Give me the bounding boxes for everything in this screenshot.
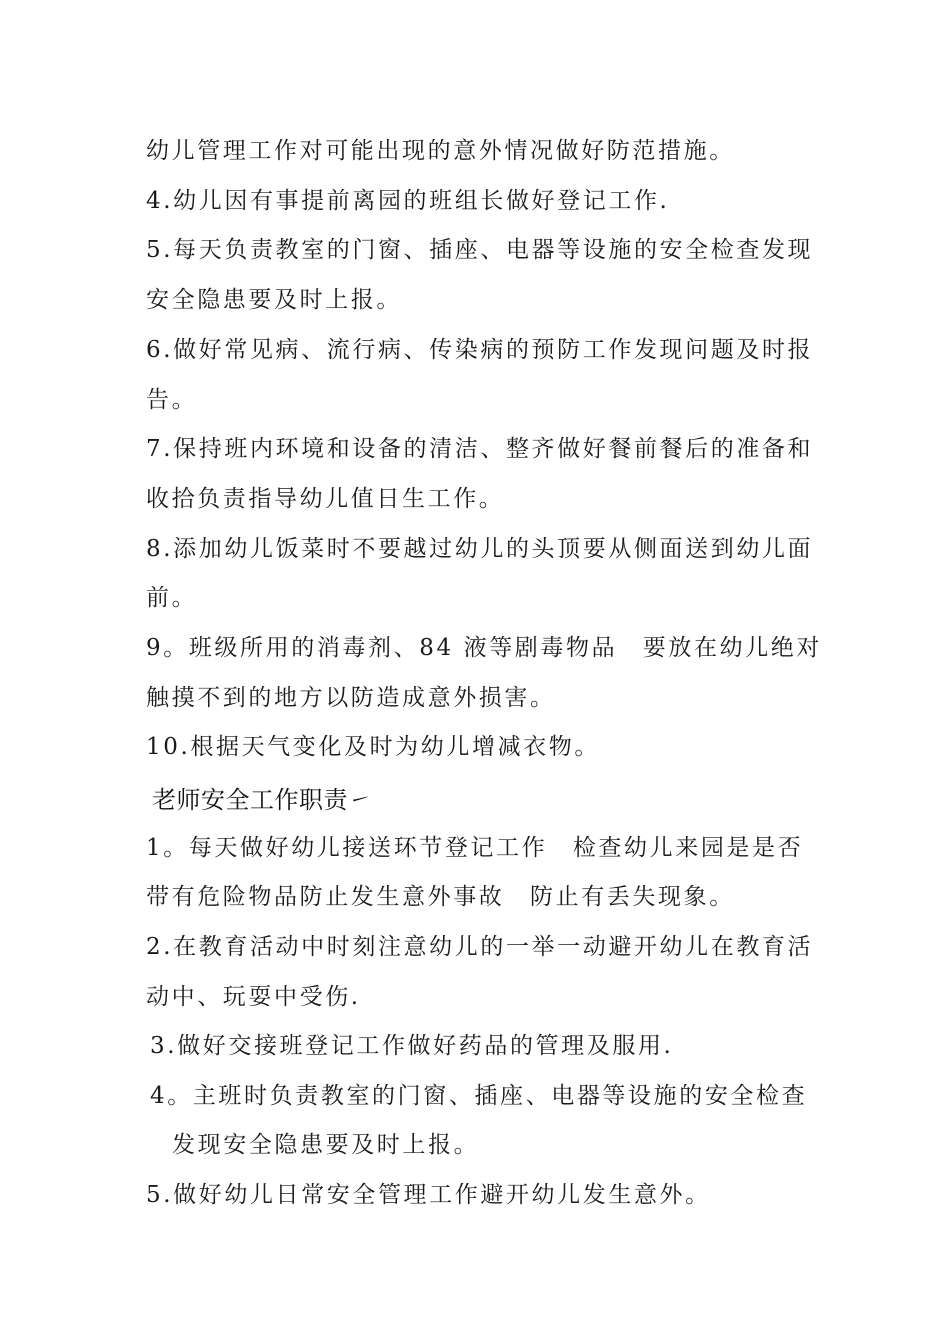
paragraph-line: 幼儿管理工作对可能出现的意外情况做好防范措施。 — [146, 138, 735, 164]
paragraph-line: 5.做好幼儿日常安全管理工作避开幼儿发生意外。 — [146, 1182, 711, 1208]
paragraph-line: 动中、玩耍中受伤. — [146, 984, 361, 1010]
paragraph-line: 6.做好常见病、流行病、传染病的预防工作发现问题及时报 — [146, 337, 814, 363]
paragraph-line: 1。每天做好幼儿接送环节登记工作 检查幼儿来园是是否 — [146, 835, 804, 861]
paragraph-line: 4.幼儿因有事提前离园的班组长做好登记工作. — [146, 188, 670, 214]
paragraph-line: 5.每天负责教室的门窗、插座、电器等设施的安全检查发现 — [146, 237, 814, 263]
paragraph-line: 7.保持班内环境和设备的清洁、整齐做好餐前餐后的准备和 — [146, 436, 814, 462]
paragraph-line: 安全隐患要及时上报。 — [146, 287, 402, 313]
paragraph-line: 3.做好交接班登记工作做好药品的管理及服用. — [150, 1033, 674, 1059]
paragraph-line: 8.添加幼儿饭菜时不要越过幼儿的头顶要从侧面送到幼儿面 — [146, 536, 814, 562]
paragraph-line: 9。班级所用的消毒剂、84 液等剧毒物品 要放在幼儿绝对 — [146, 635, 823, 661]
paragraph-line: 前。 — [146, 585, 198, 611]
paragraph-line: 触摸不到的地方以防造成意外损害。 — [146, 685, 556, 711]
paragraph-line: 告。 — [146, 387, 198, 413]
section-heading: 老师安全工作职责㇀ — [152, 786, 373, 814]
paragraph-line: 带有危险物品防止发生意外事故 防止有丢失现象。 — [146, 884, 735, 910]
paragraph-line: 2.在教育活动中时刻注意幼儿的一举一动避开幼儿在教育活 — [146, 934, 814, 960]
paragraph-line: 发现安全隐患要及时上报。 — [172, 1132, 480, 1158]
paragraph-line: 收拾负责指导幼儿值日生工作。 — [146, 486, 505, 512]
paragraph-line: 4。主班时负责教室的门窗、插座、电器等设施的安全检查 — [150, 1083, 808, 1109]
paragraph-line: 10.根据天气变化及时为幼儿增减衣物。 — [146, 734, 600, 760]
